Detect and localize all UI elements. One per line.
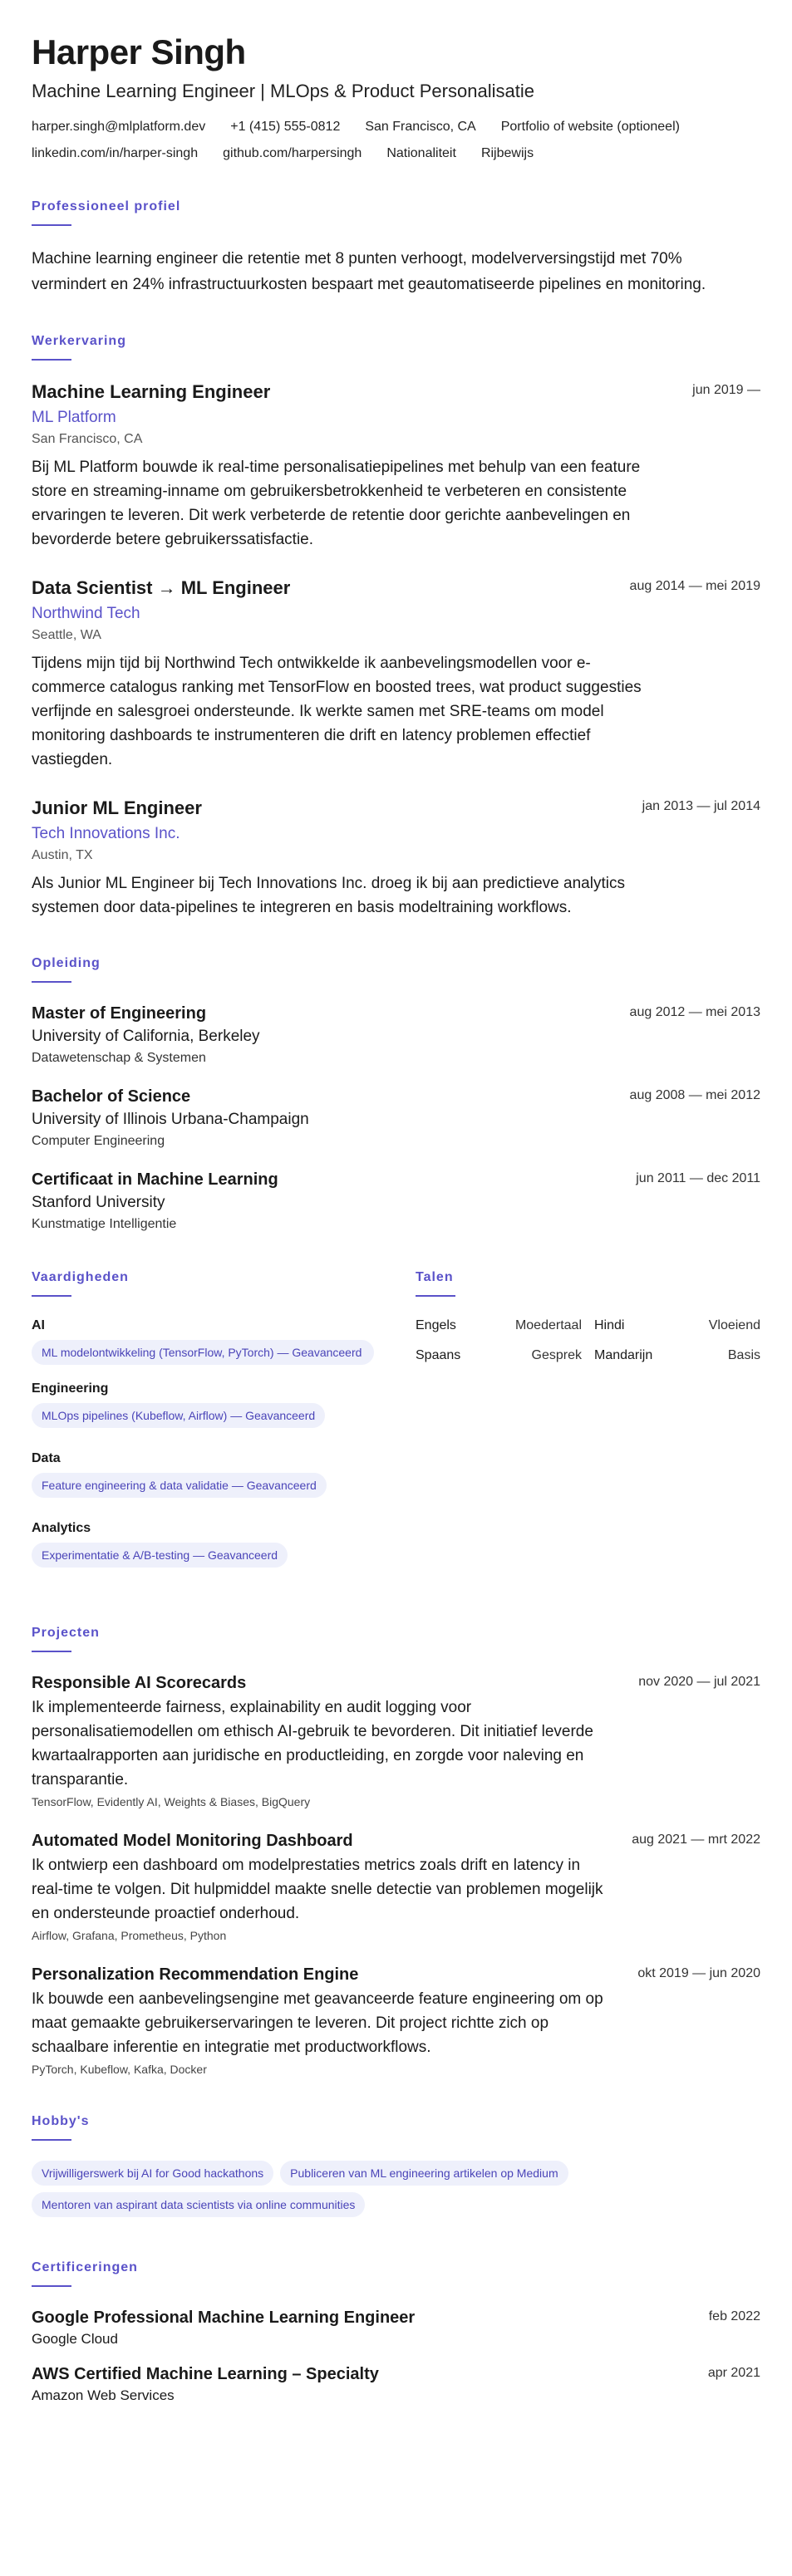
project-description: Ik ontwierp een dashboard om modelprestaties metrics zoals drift en latency in real-time te volgen. Dit hulpmiddel maakte snelle detectie van problemen mogelijk en ondersteunde proactief onderhoud. — [32, 1857, 603, 1922]
project-tech: TensorFlow, Evidently AI, Weights & Biases, BigQuery — [32, 1795, 311, 1808]
contact-portfolio[interactable]: Portfolio of website (optioneel) — [500, 120, 680, 134]
job-date: aug 2014 — mei 2019 — [629, 579, 760, 593]
contact-location: San Francisco, CA — [365, 120, 476, 134]
certification-name: AWS Certified Machine Learning – Specialty — [32, 2365, 379, 2383]
contact-github[interactable]: github.com/harpersingh — [223, 146, 362, 160]
education-date: jun 2011 — dec 2011 — [636, 1171, 760, 1185]
skills-languages-row — [32, 1270, 760, 1589]
language-item — [416, 1347, 582, 1365]
certification-entry — [32, 2307, 760, 2348]
contact-email[interactable]: harper.singh@mlplatform.dev — [32, 120, 206, 134]
skill-category — [32, 1317, 381, 1365]
education-school: University of Illinois Urbana-Champaign — [32, 1111, 309, 1128]
project-description: Ik implementeerde fairness, explainability en audit logging voor personalisatiemodellen om ethisch AI-gebruik te bevorderen. Dit initiatief leverde kwartaalrapporten aan juridische en productleiding, en zorgde voor naleving en transparantie. — [32, 1699, 593, 1788]
hobby-pill: Vrijwilligerswerk bij AI for Good hackathons — [32, 2161, 273, 2186]
job-title: Machine Learning Engineer — [32, 381, 271, 402]
skill-category — [32, 1519, 381, 1574]
section-title: Werkervaring — [32, 334, 126, 348]
skill-category-title: AI — [32, 1318, 45, 1332]
candidate-headline: Machine Learning Engineer | MLOps & Product Personalisatie — [32, 81, 534, 101]
language-name: Engels — [416, 1318, 456, 1332]
skill-category — [32, 1380, 381, 1435]
job-description: Als Junior ML Engineer bij Tech Innovations Inc. droeg ik bij aan predictieve analytics systemen door data-pipelines te integreren en basis modeltraining workflows. — [32, 875, 625, 916]
project-tech: Airflow, Grafana, Prometheus, Python — [32, 1929, 227, 1942]
hobby-pill: Mentoren van aspirant data scientists via online communities — [32, 2192, 365, 2217]
language-name: Mandarijn — [594, 1348, 653, 1362]
job-entry — [32, 577, 760, 772]
education-school: University of California, Berkeley — [32, 1028, 260, 1045]
job-company: ML Platform — [32, 409, 116, 426]
job-date: jun 2019 — — [692, 383, 760, 397]
section-divider — [32, 224, 71, 226]
project-date: nov 2020 — jul 2021 — [638, 1675, 760, 1689]
skill-category — [32, 1450, 381, 1504]
language-name: Hindi — [594, 1318, 625, 1332]
job-description: Bij ML Platform bouwde ik real-time personalisatiepipelines met behulp van een feature store en streaming-inname om gebruikersbetrokkenheid te verbeteren en consistente ervaringen te leveren. Dit werk verbeterde de retentie door gerichte aanbevelingen en bevorderde betere gebruikerssatisfactie. — [32, 459, 641, 548]
education-degree: Bachelor of Science — [32, 1087, 191, 1106]
section-divider — [32, 2139, 71, 2141]
certifications-section — [32, 2260, 760, 2405]
languages-section — [416, 1270, 760, 1589]
job-location: Austin, TX — [32, 848, 93, 862]
project-title: Personalization Recommendation Engine — [32, 1965, 359, 1984]
projects-section — [32, 1626, 760, 2078]
certification-issuer: Amazon Web Services — [32, 2387, 175, 2403]
section-divider — [32, 981, 71, 983]
certification-date: feb 2022 — [708, 2309, 760, 2323]
education-field: Kunstmatige Intelligentie — [32, 1217, 177, 1231]
profile-summary: Machine learning engineer die retentie met 8 punten verhoogt, modelverversingstijd met 70% vermindert en 24% infrastructuurkosten bespaart met geautomatiseerde pipelines en monitoring. — [32, 250, 706, 293]
skill-category-title: Data — [32, 1451, 61, 1465]
hobbies-section — [32, 2114, 760, 2224]
language-item — [594, 1347, 760, 1365]
contact-nationality: Nationaliteit — [386, 146, 456, 160]
education-entry — [32, 1003, 760, 1067]
contact-phone[interactable]: +1 (415) 555-0812 — [230, 120, 341, 134]
certification-issuer: Google Cloud — [32, 2331, 118, 2347]
job-entry — [32, 380, 760, 552]
certification-date: apr 2021 — [707, 2366, 760, 2380]
section-title: Vaardigheden — [32, 1270, 129, 1284]
section-divider — [32, 1651, 71, 1652]
language-level: Vloeiend — [708, 1318, 760, 1332]
skill-pill: ML modelontwikkeling (TensorFlow, PyTorch) — Geavanceerd — [32, 1340, 374, 1365]
education-school: Stanford University — [32, 1194, 165, 1211]
project-title: Automated Model Monitoring Dashboard — [32, 1832, 353, 1850]
section-divider — [416, 1295, 455, 1297]
language-level: Moedertaal — [514, 1318, 582, 1332]
job-title: Junior ML Engineer — [32, 797, 202, 818]
section-divider — [32, 1295, 71, 1297]
project-title: Responsible AI Scorecards — [32, 1674, 247, 1692]
project-date: aug 2021 — mrt 2022 — [632, 1833, 760, 1847]
education-entry — [32, 1169, 760, 1234]
education-field: Computer Engineering — [32, 1134, 165, 1148]
section-divider — [32, 2285, 71, 2287]
hobby-pill: Publiceren van ML engineering artikelen op Medium — [280, 2161, 568, 2186]
skills-section — [32, 1270, 381, 1589]
project-entry — [32, 1672, 760, 1810]
language-item — [594, 1317, 760, 1335]
job-entry — [32, 797, 760, 920]
section-title: Certificeringen — [32, 2260, 138, 2274]
profile-section — [32, 199, 760, 297]
job-location: San Francisco, CA — [32, 432, 143, 446]
language-item — [416, 1317, 582, 1335]
education-section — [32, 956, 760, 1234]
education-degree: Certificaat in Machine Learning — [32, 1170, 278, 1189]
language-grid — [416, 1317, 760, 1365]
section-divider — [32, 359, 71, 361]
education-degree: Master of Engineering — [32, 1004, 207, 1023]
contact-list — [32, 118, 760, 163]
job-date: jan 2013 — jul 2014 — [642, 799, 760, 813]
education-field: Datawetenschap & Systemen — [32, 1051, 206, 1065]
section-title: Opleiding — [32, 956, 101, 970]
education-date: aug 2008 — mei 2012 — [629, 1088, 760, 1102]
job-company: Northwind Tech — [32, 605, 140, 622]
job-title: Data Scientist → ML Engineer — [32, 577, 291, 598]
certification-entry — [32, 2363, 760, 2405]
contact-drivers-license: Rijbewijs — [480, 146, 534, 160]
experience-section — [32, 334, 760, 920]
project-description: Ik bouwde een aanbevelingsengine met geavanceerde feature engineering om op maat gemaakte gebruikerservaringen te leveren. Dit project richtte zich op schaalbare inferentie en integratie met productworkflows. — [32, 1990, 603, 2056]
section-title: Projecten — [32, 1626, 100, 1640]
contact-linkedin[interactable]: linkedin.com/in/harper-singh — [32, 146, 199, 160]
project-entry — [32, 1830, 760, 1944]
skill-pill: Experimentatie & A/B-testing — Geavanceerd — [32, 1543, 288, 1568]
language-level: Gesprek — [531, 1348, 582, 1362]
language-name: Spaans — [416, 1348, 461, 1362]
section-title: Professioneel profiel — [32, 199, 181, 213]
candidate-name: Harper Singh — [32, 32, 246, 71]
job-location: Seattle, WA — [32, 628, 101, 642]
job-company: Tech Innovations Inc. — [32, 825, 180, 842]
project-date: okt 2019 — jun 2020 — [637, 1966, 760, 1980]
education-date: aug 2012 — mei 2013 — [629, 1005, 760, 1019]
language-level: Basis — [727, 1348, 760, 1362]
skill-pill: MLOps pipelines (Kubeflow, Airflow) — Geavanceerd — [32, 1403, 325, 1428]
certification-name: Google Professional Machine Learning Engineer — [32, 2309, 416, 2327]
skill-category-title: Analytics — [32, 1521, 91, 1535]
section-title: Talen — [416, 1270, 454, 1284]
project-tech: PyTorch, Kubeflow, Kafka, Docker — [32, 2063, 207, 2076]
skill-category-title: Engineering — [32, 1381, 109, 1396]
hobby-list — [32, 2161, 663, 2224]
section-title: Hobby's — [32, 2114, 90, 2128]
skill-pill: Feature engineering & data validatie — Geavanceerd — [32, 1473, 327, 1498]
job-description: Tijdens mijn tijd bij Northwind Tech ontwikkelde ik aanbevelingsmodellen voor e-commerce catalogus ranking met TensorFlow en boosted trees, wat product suggesties verfijnde en salesgroei ondersteunde. Ik werkte samen met SRE-teams om model monitoring dashboards te instrumenteren die drift en latency problemen effectief vastiegden. — [32, 655, 642, 768]
project-entry — [32, 1964, 760, 2078]
education-entry — [32, 1086, 760, 1151]
resume-header — [32, 32, 760, 163]
